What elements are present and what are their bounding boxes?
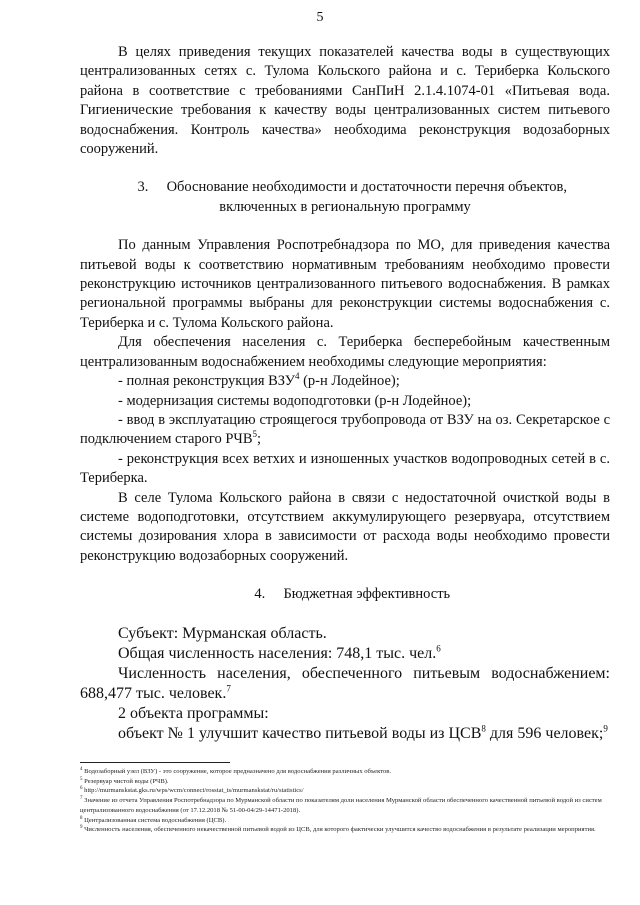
footnote-ref-9: 9 [603,723,608,734]
footnote-4: $^4$ Водозаборный узел (ВЗУ) - это сооружение, которое предназначено для водоснабжения различных объектов. [80,766,392,775]
footnote-8: $^8$ Централизованная система водоснабжения (ЦСВ). [80,815,227,824]
footnote-ref-7: 7 [226,683,231,694]
footnote-ref-5: 5 [252,429,258,440]
section-4-number: 4. [254,586,266,603]
subject-line: Субъект: Мурманская область. [118,624,327,642]
section-3-paragraph-2: Для обеспечения населения с. Териберка бесперебойным качественным централизованным водоснабжением необходимы следующие мероприятия: [80,334,610,370]
objects-count-line: 2 объекта программы: [118,704,269,722]
measure-item-3: - ввод в эксплуатацию строящегося трубопровода от ВЗУ на оз. Секретарское с подключением старого РЧВ$^5$; [80,411,610,448]
section-3-title-line2: включенных в региональную программу [219,198,471,215]
footnotes [80,767,610,835]
measure-item-2: - модернизация системы водоподготовки (р-н Лодейное); [118,392,472,409]
section-3-number: 3. [137,179,149,196]
section-4-heading [80,585,610,604]
supplied-population-line: Численность населения, обеспеченного питьевым водоснабжением: 688,477 тыс. человек.$^7$ [80,664,610,702]
intro-paragraph: В целях приведения текущих показателей качества воды в существующих централизованных сетях с. Тулома Кольского района и с. Териберка Кольского района в соответствие с требованиями СанПиН 2.1.4.1074-01 «Питьевая вода. Гигиенические требования к качеству воды централизованных систем питьевого водоснабжения. Контроль качества» необходима реконструкция водозаборных сооружений. [80,44,610,158]
footnote-ref-4: 4 [294,371,300,382]
section-4-title: Бюджетная эффективность [283,586,451,603]
section-3-heading [80,178,610,197]
object-1-line: объект № 1 улучшит качество питьевой воды из ЦСВ$^8$ для 596 человек;$^9$ [118,723,608,742]
footnote-7: $^7$ Значение из отчета Управления Роспотребнадзора по Мурманской области по показателям доли населения Мурманской области обеспеченного качественной питьевой водой из систем централизованного водоснабжения (от 17.12.2018 № 51-00-04/29-14471-2018). [80,795,602,814]
footnote-6: $^6$ http://murmanskstat.gks.ru/wps/wcm/connect/rosstat_ts/murmanskstat/ru/statistics/ [80,786,304,795]
footnote-9: $^9$ Численность населения, обеспеченного некачественной питьевой водой из ЦСВ, для которого фактически улучшится качество водоснабжения в результате реализации мероприятия. [80,825,596,834]
page-number: 5 [316,10,324,25]
section-3-title-line1: Обоснование необходимости и достаточности перечня объектов, [166,179,568,196]
measure-item-1: - полная реконструкция ВЗУ$^4$ (р-н Лодейное); [118,371,400,390]
section-3-paragraph-3: В селе Тулома Кольского района в связи с недостаточной очисткой воды в системе водоподготовки, отсутствием аккумулирующего резервуара, отсутствием системы дозирования хлора в зависимости от расхода воды необходимо провести реконструкцию водозаборных сооружений. [80,489,610,564]
section-3-paragraph-1: По данным Управления Роспотребнадзора по МО, для приведения качества питьевой воды к соответствию нормативным требованиям необходимо провести реконструкцию источников централизованного питьевого водоснабжения. В рамках региональной программы выбраны для реконструкции системы водоснабжения с. Териберка и с. Тулома Кольского района. [80,237,610,331]
footnote-ref-8: 8 [481,723,486,734]
population-line: Общая численность населения: 748,1 тыс. чел.$^6$ [118,643,441,662]
footnote-5: $^5$ Резервуар чистой воды (РЧВ). [80,776,169,785]
footnote-ref-6: 6 [436,643,441,654]
footnote-divider [80,762,230,763]
document-body [80,43,610,744]
measure-item-4: - реконструкция всех ветхих и изношенных участков водопроводных сетей в с. Териберка. [80,450,610,487]
